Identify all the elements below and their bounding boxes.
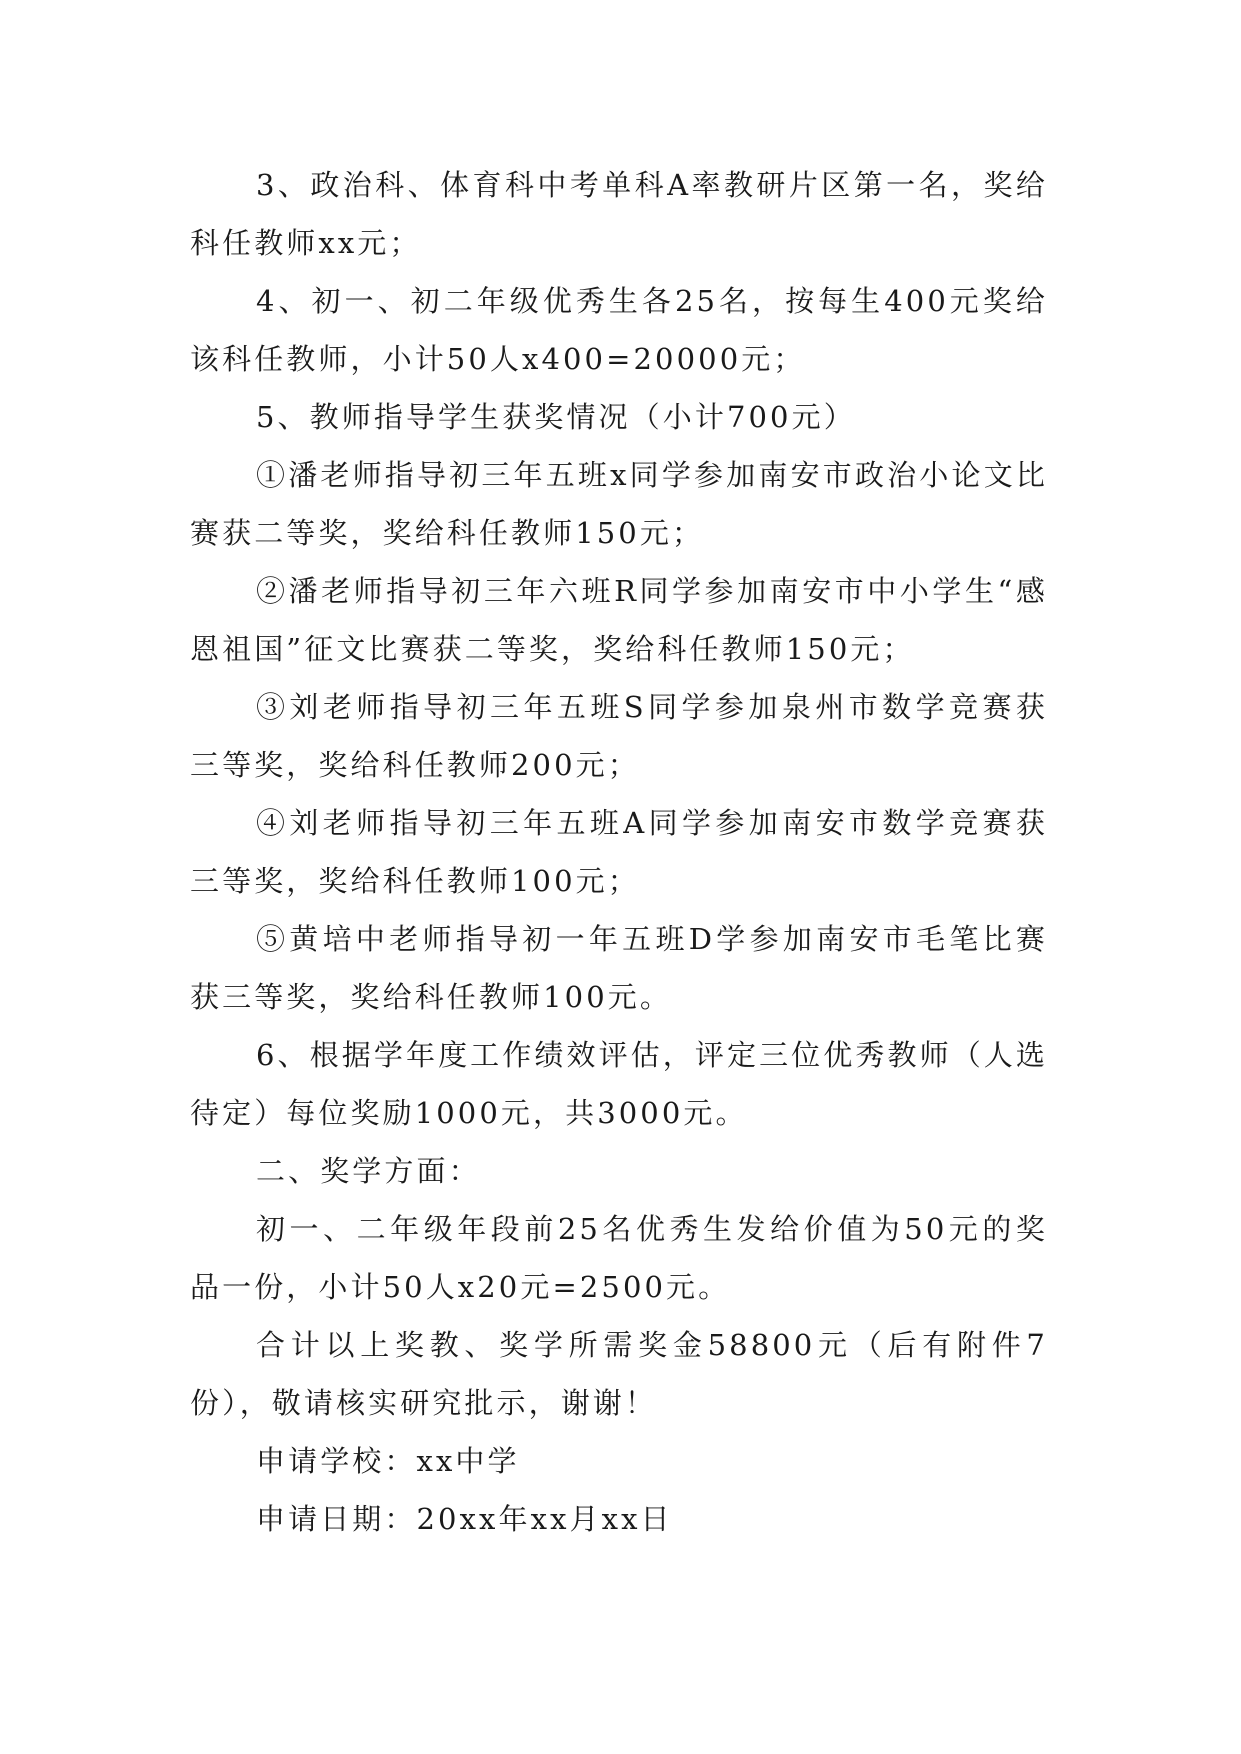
award-item-2: ②潘老师指导初三年六班R同学参加南安市中小学生“感恩祖国”征文比赛获二等奖，奖给科任教师150元； [190, 574, 1048, 666]
application-date: 申请日期：20xx年xx月xx日 [256, 1502, 673, 1536]
award-item-5: ⑤黄培中老师指导初一年五班D学参加南安市毛笔比赛获三等奖，奖给科任教师100元。 [190, 922, 1048, 1014]
award-item-3: ③刘老师指导初三年五班S同学参加泉州市数学竞赛获三等奖，奖给科任教师200元； [190, 690, 1048, 782]
section-heading-scholarship: 二、奖学方面： [256, 1154, 481, 1188]
award-item-1: ①潘老师指导初三年五班x同学参加南安市政治小论文比赛获二等奖，奖给科任教师150元； [190, 458, 1048, 550]
paragraph-item-4: 4、初一、初二年级优秀生各25名，按每生400元奖给该科任教师，小计50人x400=20000元； [190, 284, 1048, 376]
paragraph-item-5-heading: 5、教师指导学生获奖情况（小计700元） [256, 400, 856, 434]
document-body [190, 156, 1048, 1548]
paragraph-item-6: 6、根据学年度工作绩效评估，评定三位优秀教师（人选待定）每位奖励1000元，共3000元。 [190, 1038, 1048, 1130]
applicant-school: 申请学校：xx中学 [256, 1444, 520, 1478]
award-item-4: ④刘老师指导初三年五班A同学参加南安市数学竞赛获三等奖，奖给科任教师100元； [190, 806, 1048, 898]
scholarship-paragraph: 初一、二年级年段前25名优秀生发给价值为50元的奖品一份，小计50人x20元=2500元。 [190, 1212, 1048, 1304]
paragraph-item-3: 3、政治科、体育科中考单科A率教研片区第一名，奖给科任教师xx元； [190, 168, 1048, 260]
total-paragraph: 合计以上奖教、奖学所需奖金58800元（后有附件7份），敬请核实研究批示，谢谢！ [190, 1328, 1048, 1420]
